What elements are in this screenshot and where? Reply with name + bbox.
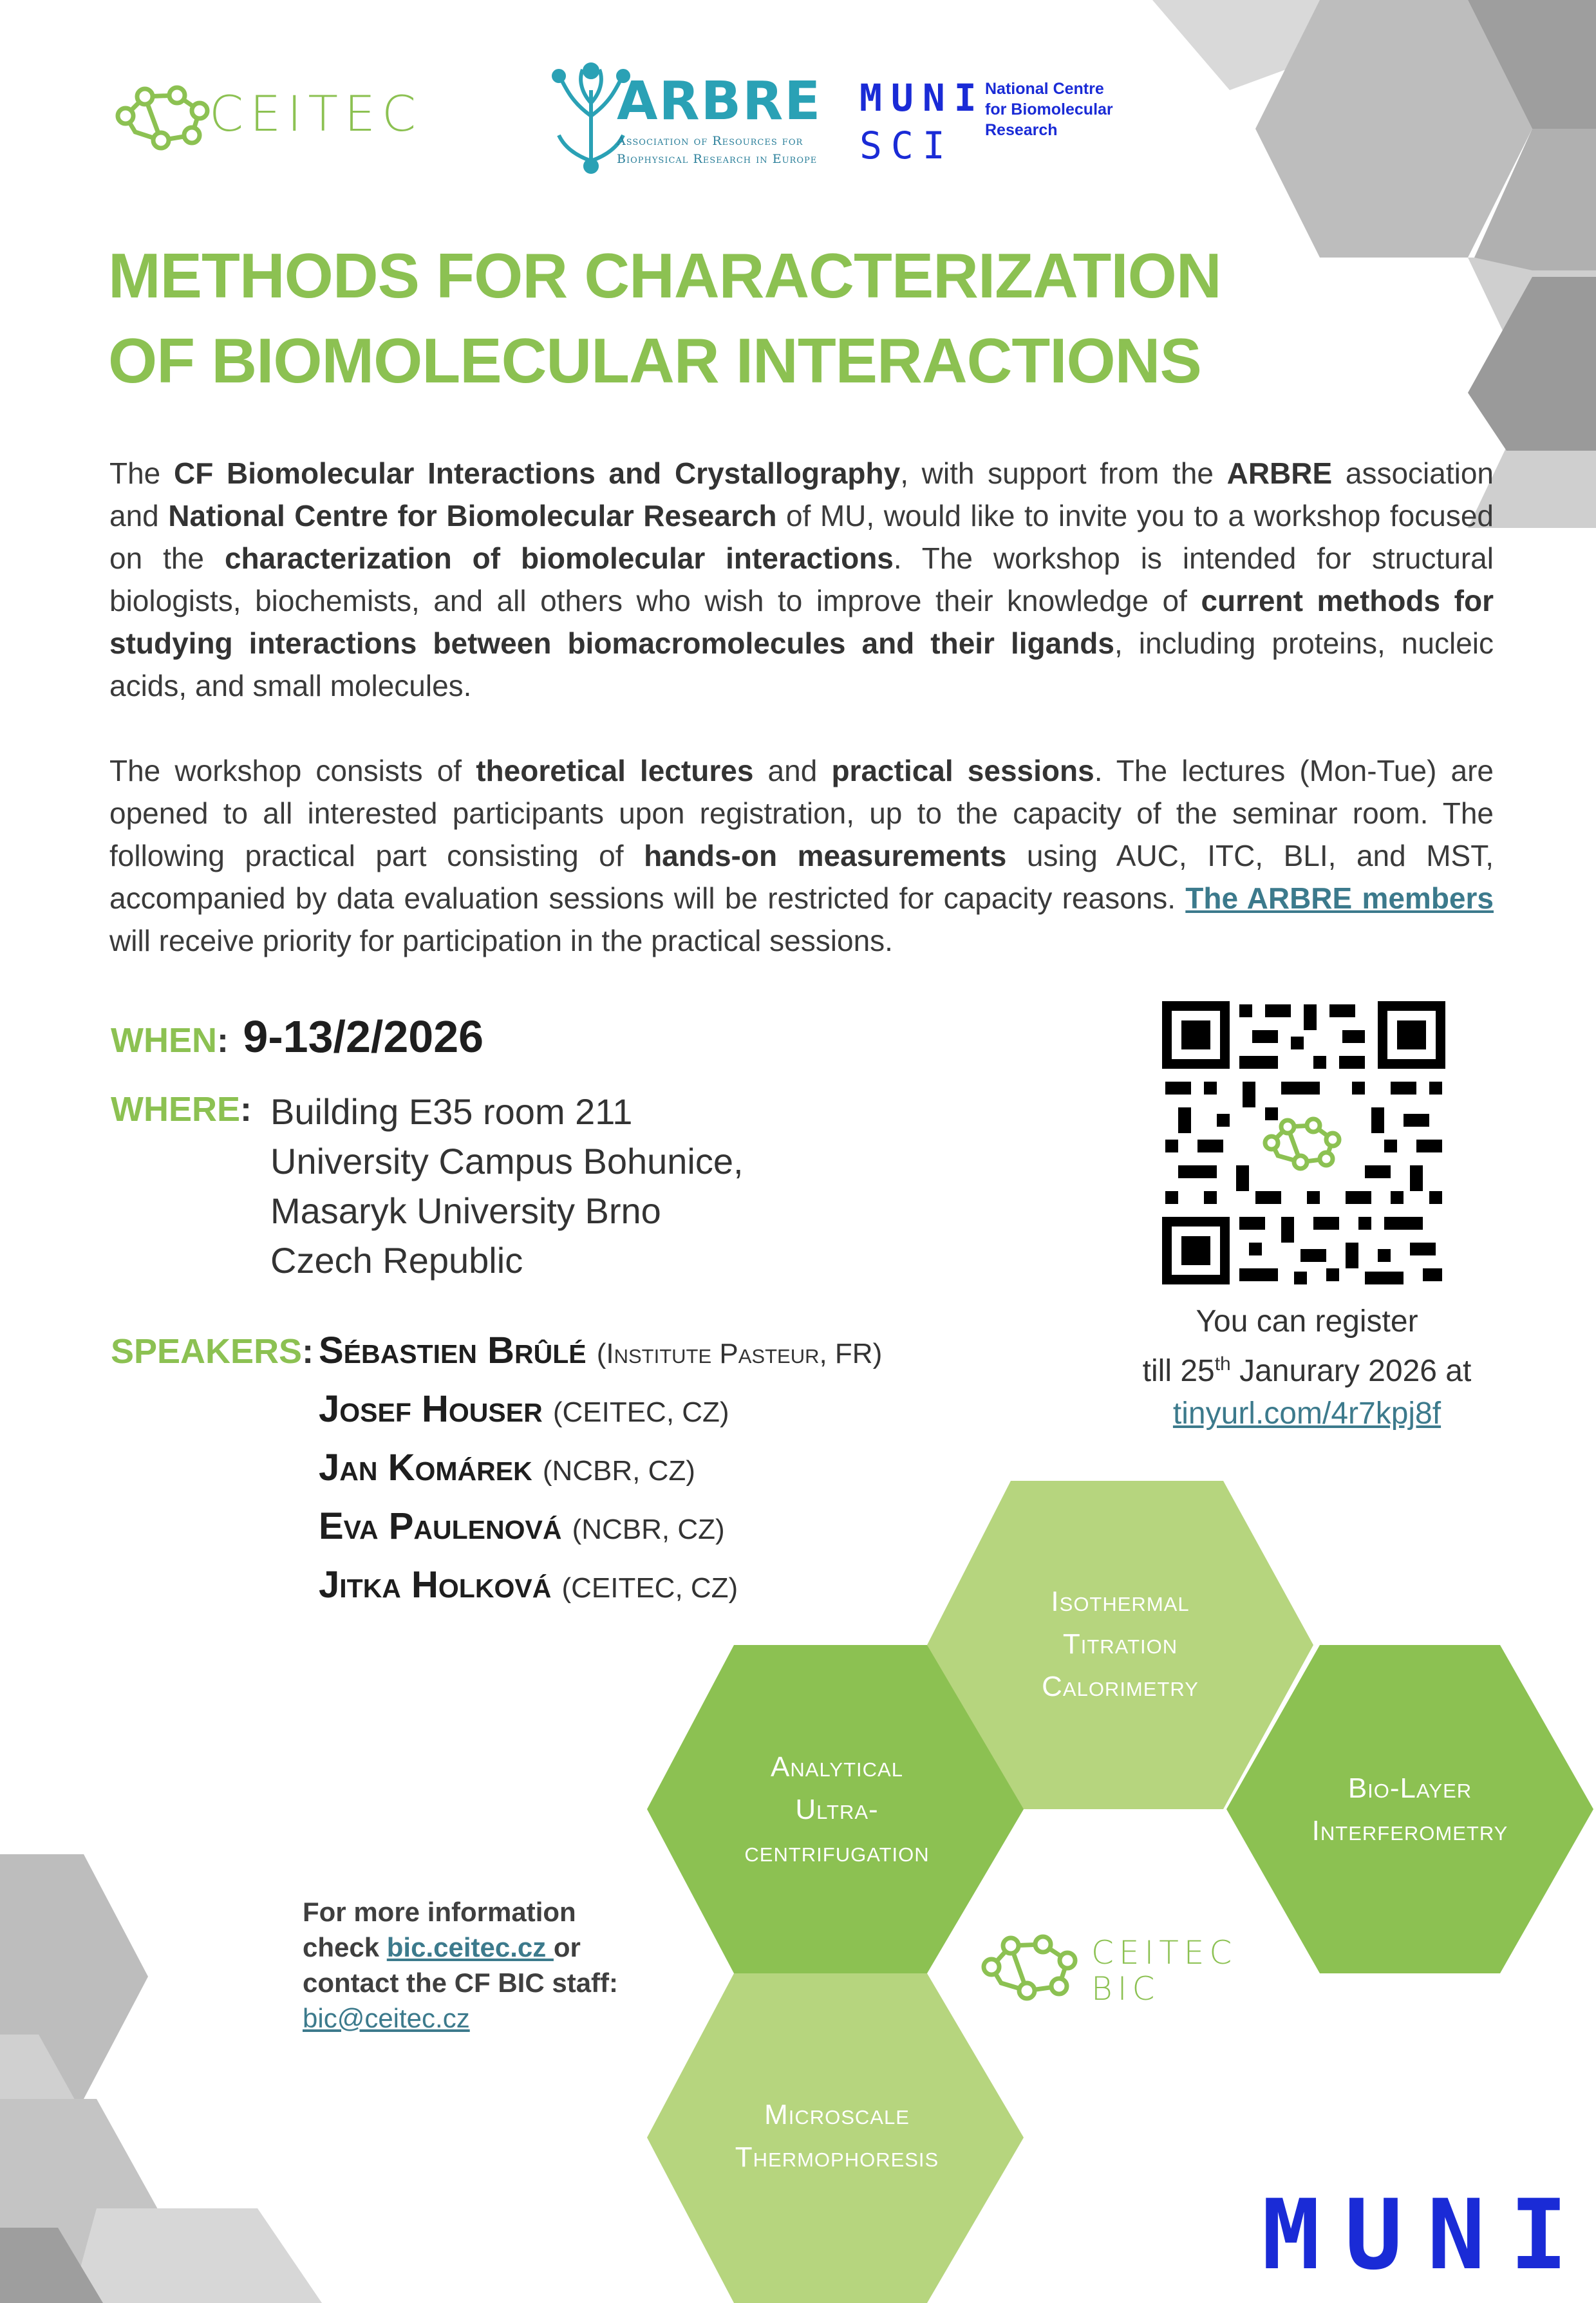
speaker-4: Eva Paulenová (NCBR, CZ) — [319, 1505, 725, 1547]
title-line-2: OF BIOMOLECULAR INTERACTIONS — [108, 325, 1201, 396]
ncbr-line-3: Research — [985, 121, 1058, 139]
bic-website-link[interactable]: bic.ceitec.cz — [386, 1932, 554, 1962]
ceitec-logo: CEITEC — [209, 85, 423, 142]
bold-text: practical sessions — [831, 754, 1094, 787]
hex-auc-label: Analytical Ultra- centrifugation — [744, 1751, 930, 1868]
arbre-subtitle-1: Association of Resources for — [617, 134, 803, 148]
info-line-3: contact the CF BIC staff: — [303, 1968, 619, 1998]
title-line-1: METHODS FOR CHARACTERIZATION — [108, 240, 1221, 311]
speakers-list — [319, 1323, 882, 1616]
where-line-1: Building E35 room 211 — [270, 1091, 633, 1132]
intro-paragraph-2 — [109, 749, 1494, 962]
bold-text: ARBRE — [1226, 456, 1333, 490]
hex-bli-label: Bio-Layer Interferometry — [1311, 1772, 1508, 1847]
arbre-logo-text: ARBRE — [617, 71, 822, 132]
speakers-label: SPEAKERS: — [111, 1332, 314, 1371]
ncbr-line-1: National Centre — [985, 80, 1104, 98]
bold-text: hands-on measurements — [644, 839, 1007, 872]
where-line-4: Czech Republic — [270, 1240, 523, 1281]
sci-logo-text: SCI — [859, 124, 954, 167]
text-run: , including proteins, nucleic acids, and small molecules. — [109, 626, 1494, 702]
when-block: WHEN: 9-13/2/2026 — [111, 1011, 484, 1062]
bic-logo-line-2: BIC — [1091, 1970, 1160, 2007]
text-run: , with support from the — [900, 456, 1227, 490]
bic-email-link[interactable]: bic@ceitec.cz — [303, 2003, 470, 2033]
muni-logo-text: MUNI — [859, 76, 986, 120]
register-link[interactable]: tinyurl.com/4r7kpj8f — [1172, 1396, 1441, 1431]
text-run: The workshop consists of — [109, 754, 476, 787]
speaker-5: Jitka Holková (CEITEC, CZ) — [319, 1564, 738, 1606]
page-title — [108, 233, 1221, 403]
where-address — [270, 1087, 744, 1285]
arbre-subtitle-2: Biophysical Research in Europe — [617, 152, 818, 166]
ncbr-logo-text — [985, 79, 1113, 140]
ncbr-line-2: for Biomolecular — [985, 100, 1113, 118]
text-run: will receive priority for participation in the practical sessions. — [109, 924, 893, 957]
arbre-members-link[interactable]: The ARBRE members — [1185, 881, 1494, 915]
where-label: WHERE: — [111, 1090, 252, 1129]
more-info-block — [303, 1894, 618, 2036]
bg-hex-top-6 — [1468, 277, 1596, 451]
intro-paragraph-1 — [109, 452, 1494, 707]
text-run: . The lectures (Mon-Tue) are opened to all interested participants upon registration, up to the capacity of the seminar room. The following practical part consisting of — [109, 754, 1494, 872]
text-run: using AUC, ITC, BLI, and MST, accompanied by data evaluation sessions will be restricted for capacity reasons. — [109, 839, 1494, 915]
speaker-1: Sébastien Brûlé (Institute Pasteur, FR) — [319, 1330, 883, 1371]
qr-code[interactable] — [1162, 1001, 1445, 1284]
registration-info — [1088, 1301, 1526, 1435]
bold-text: current methods for studying interactions between biomacromolecules and their ligands — [109, 584, 1494, 660]
arbre-logo — [617, 71, 821, 168]
when-label: WHEN — [111, 1021, 217, 1060]
hex-itc-label: Isothermal Titration Calorimetry — [1042, 1586, 1199, 1702]
ceitec-molecule-icon — [118, 88, 207, 148]
register-line-2: till 25th Janurary 2026 at — [1142, 1353, 1472, 1388]
where-line-2: University Campus Bohunice, — [270, 1141, 744, 1181]
muni-sci-logo — [859, 76, 986, 167]
text-run: . The workshop is intended for structural biologists, biochemists, and all others who wish to improve their knowledge of — [109, 541, 1494, 617]
speaker-3: Jan Komárek (NCBR, CZ) — [319, 1447, 695, 1489]
info-line-1: For more information — [303, 1897, 576, 1927]
muni-bottom-logo: MUNI — [1262, 2179, 1593, 2291]
speaker-2: Josef Houser (CEITEC, CZ) — [319, 1388, 729, 1430]
bold-text: National Centre for Biomolecular Research — [168, 499, 777, 532]
register-line-1: You can register — [1196, 1304, 1418, 1339]
when-value: 9-13/2/2026 — [243, 1011, 484, 1062]
bold-text: theoretical lectures — [476, 754, 754, 787]
hex-mst-label: Microscale Thermophoresis — [735, 2099, 939, 2173]
text-run: association and — [109, 456, 1494, 532]
text-run: The — [109, 456, 174, 490]
where-line-3: Masaryk University Brno — [270, 1190, 661, 1231]
text-run: of MU, would like to invite you to a workshop focused on the — [109, 499, 1494, 575]
bold-text: CF Biomolecular Interactions and Crystallography — [173, 456, 901, 490]
bic-logo-line-1: CEITEC — [1091, 1934, 1237, 1971]
info-line-2: check bic.ceitec.cz or — [303, 1932, 581, 1962]
ceitec-bic-molecule-icon — [984, 1937, 1075, 1998]
text-run: and — [753, 754, 832, 787]
bg-hex-bot-4 — [71, 2208, 322, 2303]
bold-text: characterization of biomolecular interactions — [224, 541, 894, 575]
ceitec-bic-logo — [1091, 1935, 1237, 2007]
